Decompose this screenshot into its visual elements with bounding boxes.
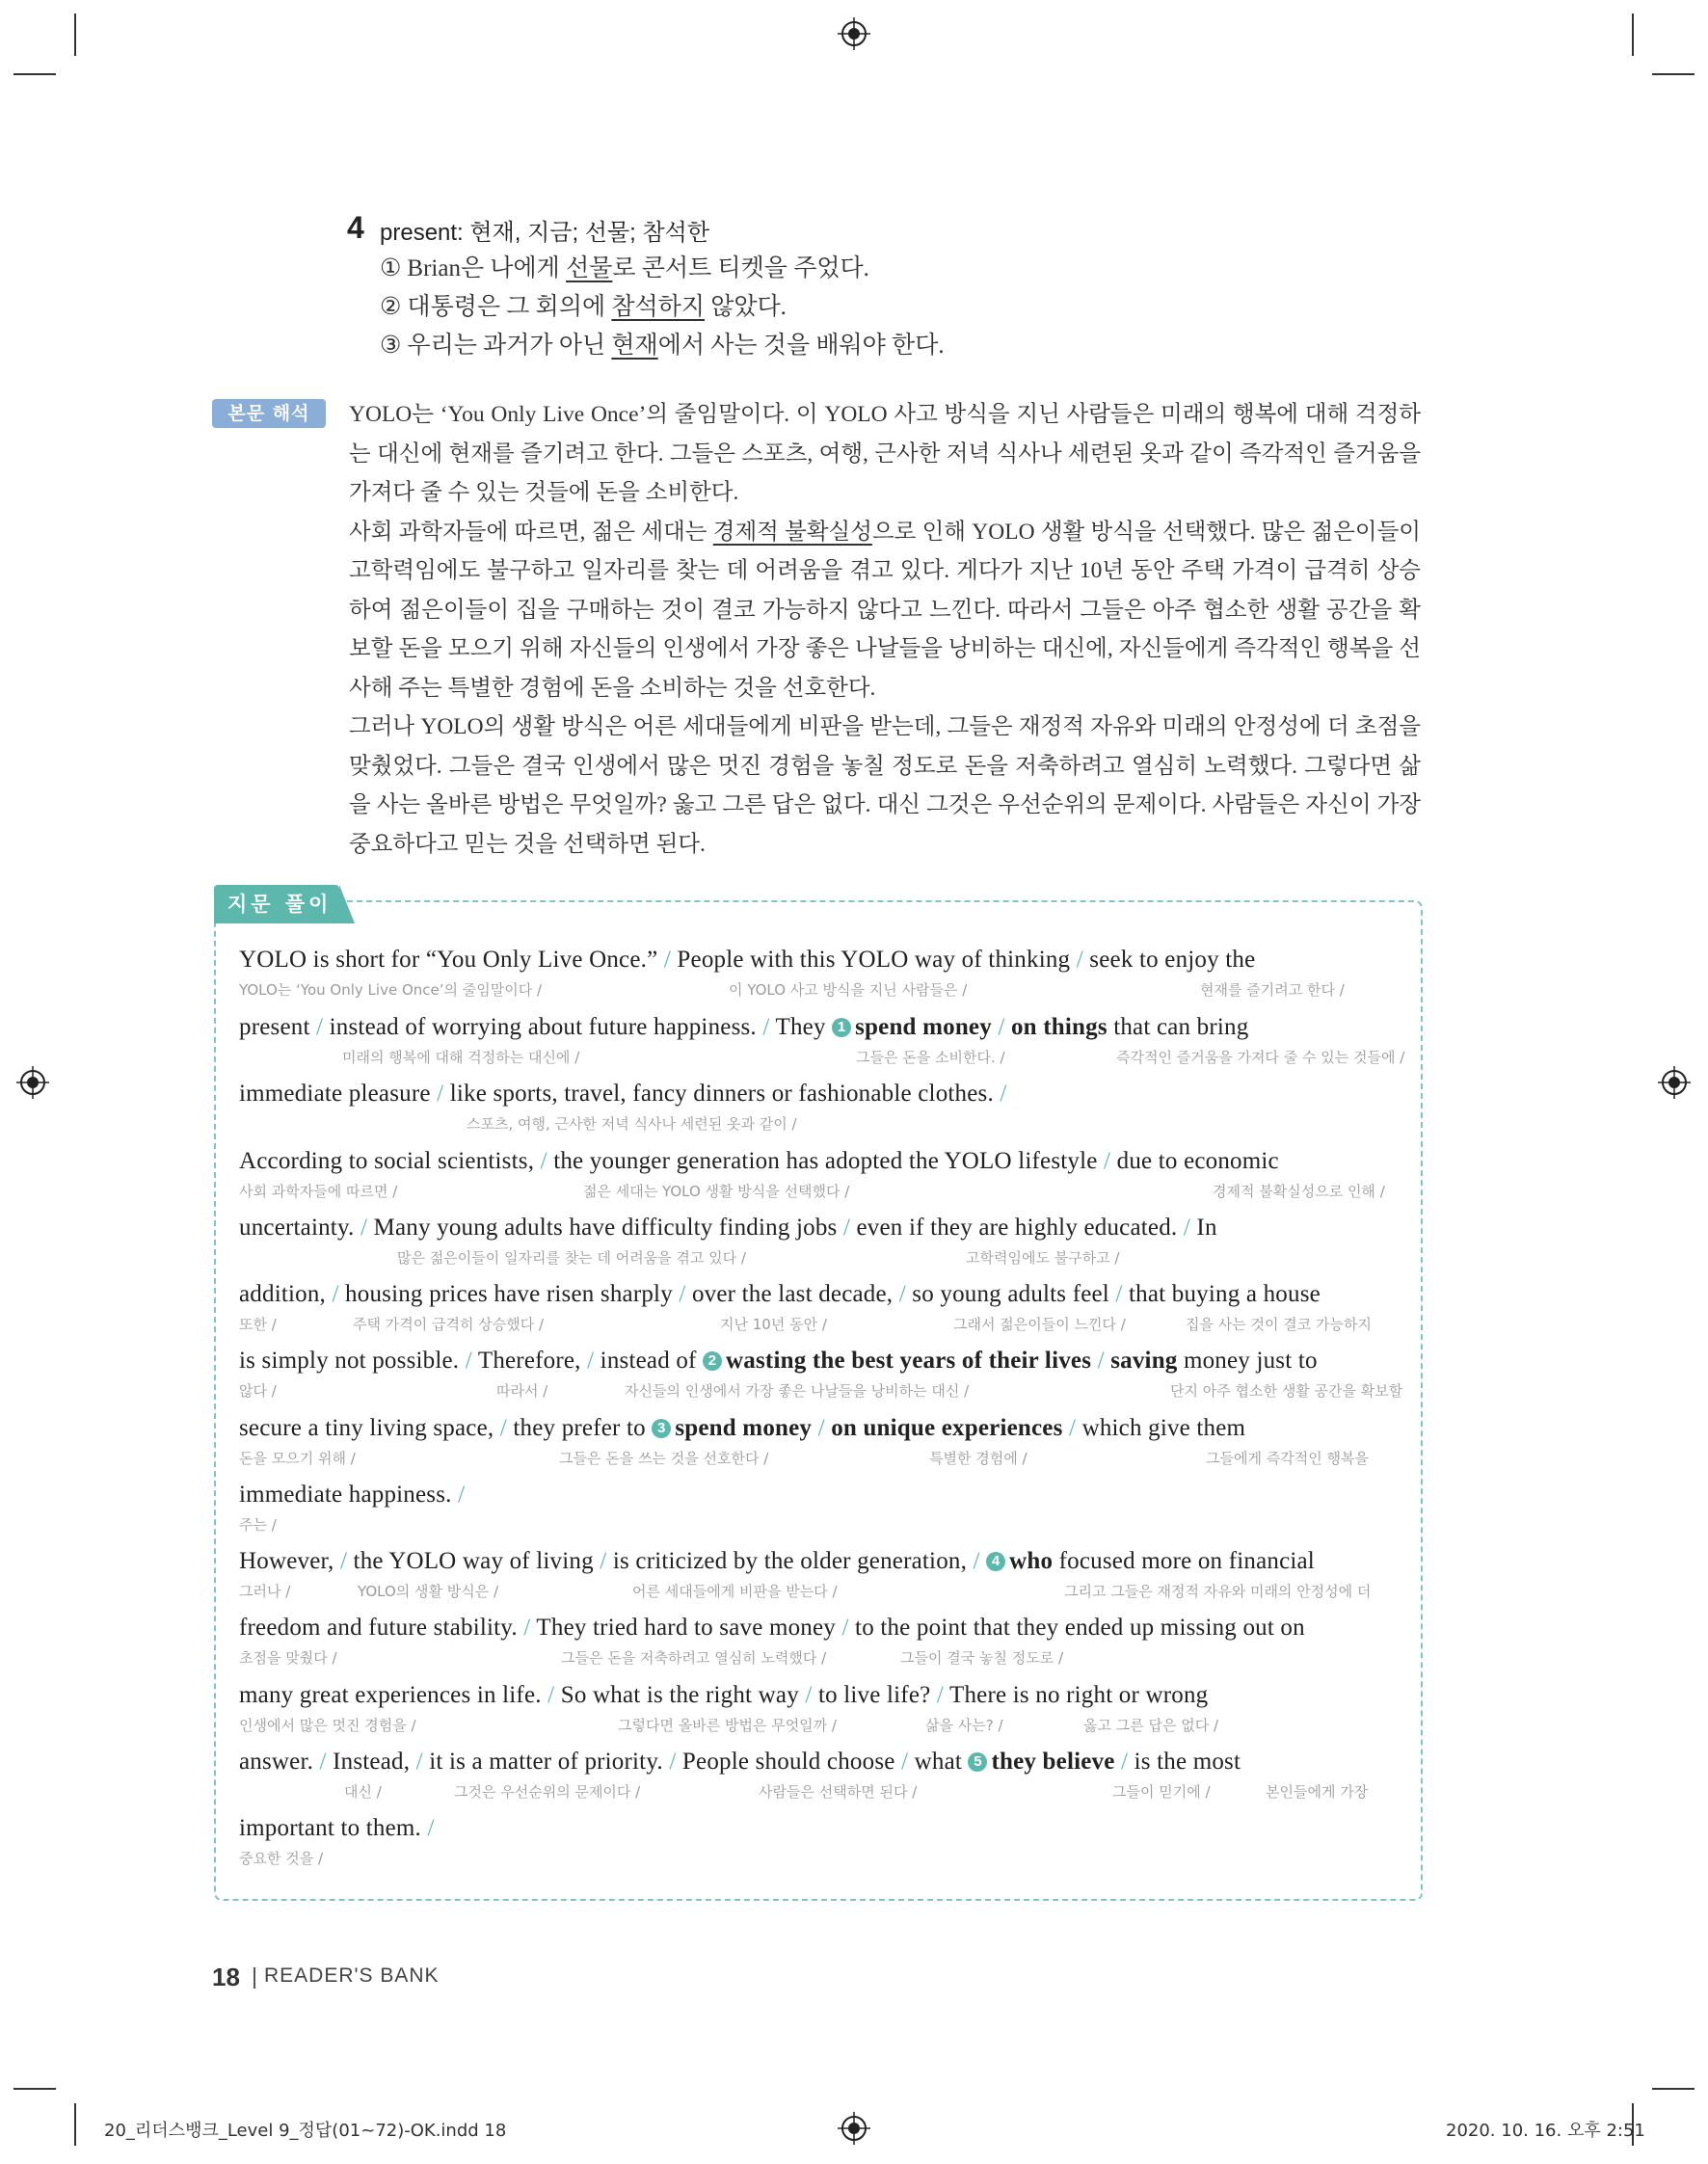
number-badge: 4 <box>986 1552 1005 1571</box>
gloss: 지난 10년 동안 / <box>720 1316 827 1333</box>
crop-mark <box>1632 13 1634 56</box>
question-option-3: ③ 우리는 과거가 아닌 현재에서 사는 것을 배워야 한다. <box>380 333 945 359</box>
question-option-2: ② 대통령은 그 회의에 참석하지 않았다. <box>380 294 787 320</box>
gloss: 그들이 믿기에 / <box>1112 1783 1211 1801</box>
number-badge: 2 <box>703 1351 722 1371</box>
gloss: 젊은 세대는 YOLO 생활 방식을 선택했다 / <box>583 1183 850 1200</box>
gloss: 어른 세대들에게 비판을 받는다 / <box>632 1583 838 1600</box>
crop-mark <box>13 2088 56 2090</box>
crop-mark <box>74 2103 76 2146</box>
crop-mark <box>1652 2088 1695 2090</box>
book-title: READER'S BANK <box>264 1964 440 1987</box>
gloss: 고학력임에도 불구하고 / <box>966 1249 1120 1267</box>
gloss: 그들은 돈을 쓰는 것을 선호한다 / <box>559 1450 769 1467</box>
reading-line: addition, / housing prices have risen sharply / over the last decade, / so young adults feel / that buying a house <box>239 1281 1321 1307</box>
reading-line: important to them. / <box>239 1815 435 1841</box>
reading-line: YOLO is short for “You Only Live Once.” / People with this YOLO way of thinking / seek to enjoy the <box>239 947 1256 973</box>
crop-mark <box>13 73 56 75</box>
gloss: 또한 / <box>239 1316 277 1333</box>
gloss: 그러나 / <box>239 1583 291 1600</box>
gloss: 않다 / <box>239 1382 277 1400</box>
question-title: present: 현재, 지금; 선물; 참석한 <box>380 220 710 246</box>
reading-line: However, / the YOLO way of living / is criticized by the older generation, / 4 who focused more on financial <box>239 1548 1315 1574</box>
crop-mark <box>74 13 76 56</box>
gloss: 그들이 결국 놓칠 정도로 / <box>900 1649 1064 1667</box>
slug-filename: 20_리더스뱅크_Level 9_정답(01~72)-OK.indd 18 <box>104 2121 507 2141</box>
gloss: 그래서 젊은이들이 느낀다 / <box>953 1316 1126 1333</box>
gloss: 미래의 행복에 대해 걱정하는 대신에 / <box>342 1049 580 1066</box>
gloss: 따라서 / <box>496 1382 548 1400</box>
translation-tag: 본문 해석 <box>212 399 326 428</box>
translation-paragraph: 사회 과학자들에 따르면, 젊은 세대는 경제적 불확실성으로 인해 YOLO 생활 방식을 선택했다. 많은 젊은이들이 고학력임에도 불구하고 일자리를 찾는 데 어려움을 겪고 있다. 게다가 지난 10년 동안 주택 가격이 급격히 상승하여 젊은이들이 집을 구매하는 것이 결코 가능하지 않다고 느낀다. 따라서 그들은 아주 협소한 생활 공간을 확보할 돈을 모으기 위해 자신들의 인생에서 가장 좋은 나날들을 낭비하는 대신에, 자신들에게 즉각적인 행복을 선사해 주는 특별한 경험에 돈을 소비하는 것을 선호한다. <box>349 519 1421 701</box>
gloss: 많은 젊은이들이 일자리를 찾는 데 어려움을 겪고 있다 / <box>397 1249 746 1267</box>
registration-mark-icon <box>1658 1066 1691 1099</box>
translation-paragraph: 그러나 YOLO의 생활 방식은 어른 세대들에게 비판을 받는데, 그들은 재정적 자유와 미래의 안정성에 더 초점을 맞췄었다. 그들은 결국 인생에서 많은 멋진 경험을 놓칠 정도로 돈을 저축하려고 열심히 노력했다. 그렇다면 삶을 사는 올바른 방법은 무엇일까? 옳고 그른 답은 없다. 대신 그것은 우선순위의 문제이다. 사람들은 자신이 가장 중요하다고 믿는 것을 선택하면 된다. <box>349 714 1421 857</box>
gloss: 사회 과학자들에 따르면 / <box>239 1183 398 1200</box>
gloss: 돈을 모으기 위해 / <box>239 1450 356 1467</box>
reading-line: immediate happiness. / <box>239 1482 466 1508</box>
reading-line: present / instead of worrying about future happiness. / They 1 spend money / on things that can bring <box>239 1014 1249 1040</box>
number-badge: 1 <box>832 1018 851 1037</box>
gloss: 그들에게 즉각적인 행복을 <box>1206 1450 1369 1467</box>
gloss: YOLO는 ‘You Only Live Once’의 줄임말이다 / <box>239 981 543 999</box>
slug-timestamp: 2020. 10. 16. 오후 2:51 <box>1446 2121 1645 2141</box>
gloss: 주택 가격이 급격히 상승했다 / <box>353 1316 545 1333</box>
question-number: 4 <box>347 210 364 245</box>
gloss: 그들은 돈을 소비한다. / <box>856 1049 1005 1066</box>
reading-line: uncertainty. / Many young adults have difficulty finding jobs / even if they are highly educated. / In <box>239 1215 1217 1241</box>
gloss: 자신들의 인생에서 가장 좋은 나날들을 낭비하는 대신 / <box>625 1382 970 1400</box>
gloss: 옳고 그른 답은 없다 / <box>1083 1717 1219 1734</box>
gloss: 삶을 사는? / <box>925 1717 1003 1734</box>
reading-line: freedom and future stability. / They tried hard to save money / to the point that they ended up missing out on <box>239 1615 1305 1641</box>
crop-mark <box>1652 73 1695 75</box>
reading-line: immediate pleasure / like sports, travel, fancy dinners or fashionable clothes. / <box>239 1081 1007 1107</box>
divider <box>254 1967 255 1989</box>
gloss: 대신 / <box>344 1783 382 1801</box>
number-badge: 5 <box>968 1752 987 1772</box>
gloss: 현재를 즐기려고 한다 / <box>1200 981 1345 999</box>
gloss: 본인들에게 가장 <box>1266 1783 1369 1801</box>
page-number: 18 <box>212 1963 240 1991</box>
gloss: 사람들은 선택하면 된다 / <box>759 1783 918 1801</box>
reading-box-tab: 지문 풀이 <box>214 885 339 923</box>
gloss: 그리고 그들은 재정적 자유와 미래의 안정성에 더 <box>1064 1583 1372 1600</box>
gloss: 중요한 것을 / <box>239 1850 324 1867</box>
reading-line: many great experiences in life. / So what is the right way / to live life? / There is no right or wrong <box>239 1682 1209 1708</box>
gloss: 이 YOLO 사고 방식을 지닌 사람들은 / <box>729 981 968 999</box>
number-badge: 3 <box>652 1419 671 1438</box>
gloss: 단지 아주 협소한 생활 공간을 확보할 <box>1170 1382 1403 1400</box>
gloss: 그렇다면 올바른 방법은 무엇일까 / <box>618 1717 837 1734</box>
gloss: 초점을 맞췄다 / <box>239 1649 337 1667</box>
translation-body <box>349 395 1421 864</box>
gloss: 즉각적인 즐거움을 가져다 줄 수 있는 것들에 / <box>1116 1049 1405 1066</box>
gloss: 특별한 경험에 / <box>929 1450 1027 1467</box>
reading-line: According to social scientists, / the younger generation has adopted the YOLO lifestyle / due to economic <box>239 1148 1279 1174</box>
question-option-1: ① Brian은 나에게 선물로 콘서트 티켓을 주었다. <box>380 255 869 281</box>
gloss: 그것은 우선순위의 문제이다 / <box>454 1783 641 1801</box>
registration-mark-icon <box>838 17 870 50</box>
translation-paragraph: YOLO는 ‘You Only Live Once’의 줄임말이다. 이 YOLO 사고 방식을 지닌 사람들은 미래의 행복에 대해 걱정하는 대신에 현재를 즐기려고 한다. 그들은 스포츠, 여행, 근사한 저녁 식사나 세련된 옷과 같이 즉각적인 즐거움을 가져다 줄 수 있는 것들에 돈을 소비한다. <box>349 402 1421 505</box>
registration-mark-icon <box>16 1066 49 1099</box>
gloss: 스포츠, 여행, 근사한 저녁 식사나 세련된 옷과 같이 / <box>467 1115 797 1133</box>
gloss: 주는 / <box>239 1516 277 1534</box>
gloss: 집을 사는 것이 결코 가능하지 <box>1186 1316 1372 1333</box>
reading-line: secure a tiny living space, / they prefer to 3 spend money / on unique experiences / which give them <box>239 1415 1246 1441</box>
gloss: YOLO의 생활 방식은 / <box>358 1583 499 1600</box>
gloss: 그들은 돈을 저축하려고 열심히 노력했다 / <box>561 1649 827 1667</box>
reading-line: is simply not possible. / Therefore, / instead of 2 wasting the best years of their lives / saving money just to <box>239 1348 1318 1374</box>
gloss: 인생에서 많은 멋진 경험을 / <box>239 1717 416 1734</box>
reading-line: answer. / Instead, / it is a matter of priority. / People should choose / what 5 they believe / is the most <box>239 1749 1241 1775</box>
gloss: 경제적 불확실성으로 인해 / <box>1213 1183 1385 1200</box>
registration-mark-icon <box>838 2112 870 2145</box>
